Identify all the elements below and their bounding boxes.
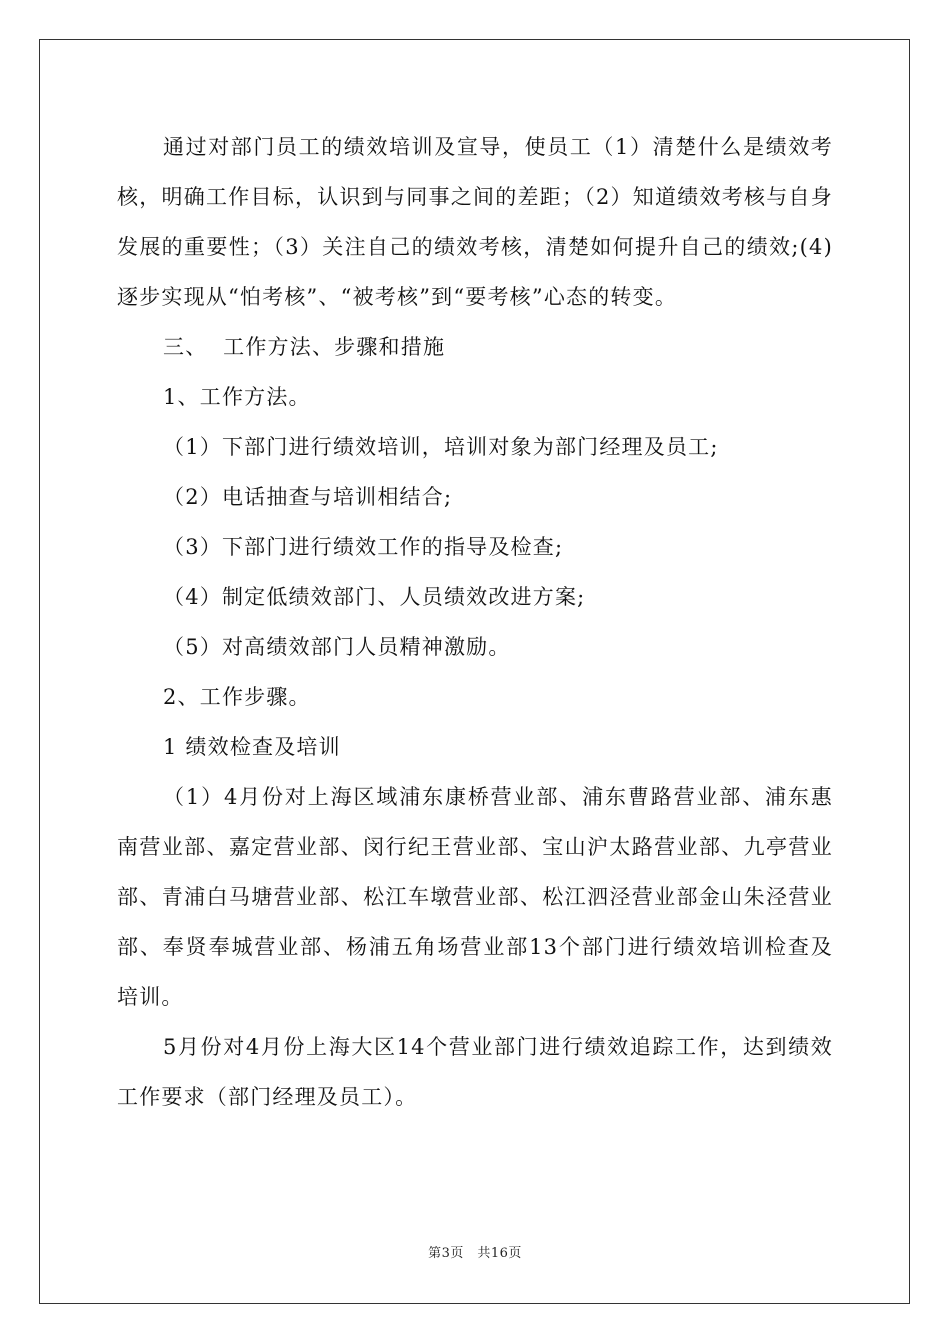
paragraph-april-training: （1）4月份对上海区域浦东康桥营业部、浦东曹路营业部、浦东惠南营业部、嘉定营业部、闵行纪王营业部、宝山沪太路营业部、九亭营业部、青浦白马塘营业部、松江车墩营业部、松江泗泾营业部金山朱泾营业部、奉贤奉城营业部、杨浦五角场营业部13个部门进行绩效培训检查及培训。 xyxy=(117,785,833,1009)
list-item-method-4: （4）制定低绩效部门、人员绩效改进方案; xyxy=(163,585,586,609)
list-item-method-1: （1）下部门进行绩效培训，培训对象为部门经理及员工; xyxy=(163,435,719,459)
list-item-method-5: （5）对高绩效部门人员精神激励。 xyxy=(163,635,511,659)
step-heading-inspection-training: 1 绩效检查及培训 xyxy=(163,735,341,759)
document-body xyxy=(117,122,841,1122)
section-heading-methods: 三、 工作方法、步骤和措施 xyxy=(163,335,446,359)
paragraph-performance-goals: 通过对部门员工的绩效培训及宣导，使员工（1）清楚什么是绩效考核，明确工作目标，认识到与同事之间的差距；（2）知道绩效考核与自身发展的重要性；（3）关注自己的绩效考核，清楚如何提升自己的绩效;(4) 逐步实现从“怕考核”、“被考核”到“要考核”心态的转变。 xyxy=(117,135,841,309)
list-item-method-2: （2）电话抽查与培训相结合; xyxy=(163,485,453,509)
subheading-work-methods: 1、工作方法。 xyxy=(163,385,311,409)
subheading-work-steps: 2、工作步骤。 xyxy=(163,685,311,709)
list-item-method-3: （3）下部门进行绩效工作的指导及检查; xyxy=(163,535,564,559)
page-number-footer: 第3页 共16页 xyxy=(428,1246,522,1261)
paragraph-may-followup: 5月份对4月份上海大区14个营业部门进行绩效追踪工作，达到绩效工作要求（部门经理及员工）。 xyxy=(117,1035,833,1109)
